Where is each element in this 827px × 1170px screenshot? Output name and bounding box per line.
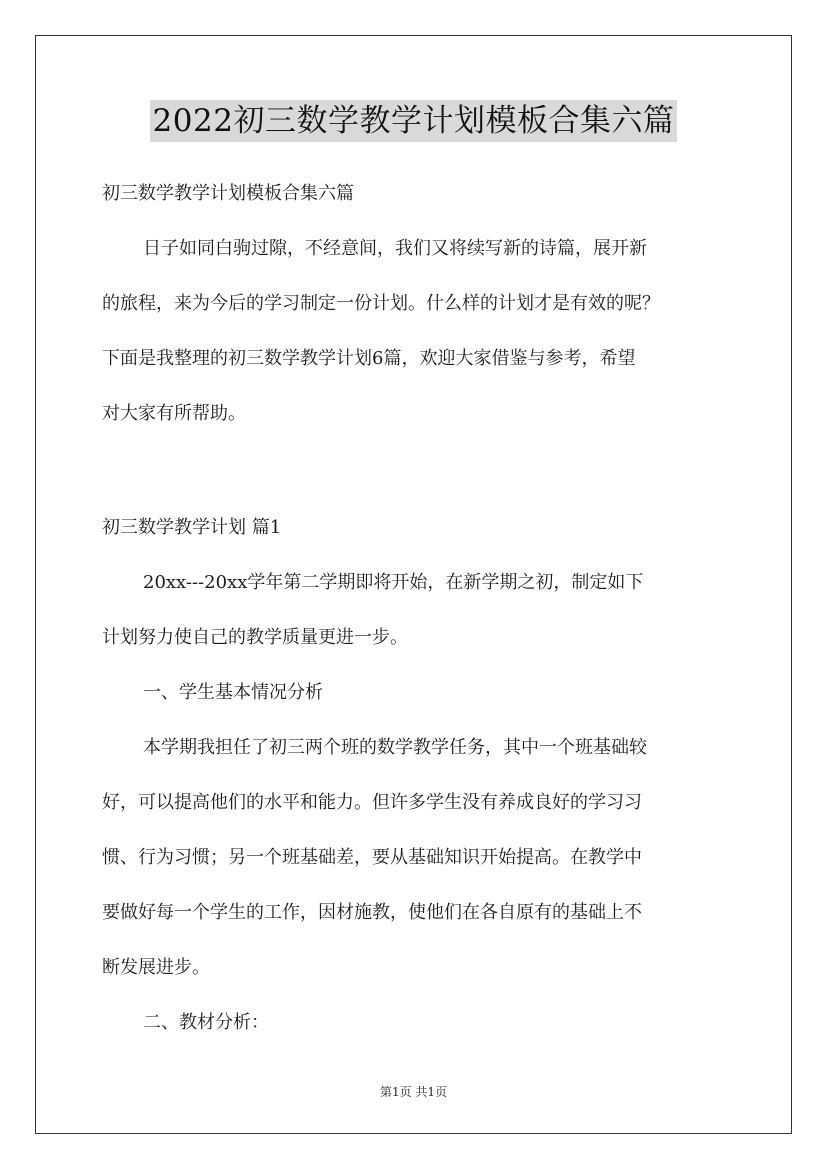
paragraph-line: 下面是我整理的初三数学教学计划6篇，欢迎大家借鉴与参考，希望 [102,348,636,369]
document-body [102,176,730,1041]
paragraph-line: 惯、行为习惯；另一个班基础差，要从基础知识开始提高。在教学中 [102,847,642,868]
section-paragraph [102,565,730,656]
paragraph-line: 本学期我担任了初三两个班的数学教学任务，其中一个班基础较 [143,737,647,758]
paragraph-line: 的旅程，来为今后的学习制定一份计划。什么样的计划才是有效的呢？ [102,293,660,314]
paragraph-line: 计划努力使自己的教学质量更进一步。 [102,627,408,648]
subheading-student-analysis: 一、学生基本情况分析 [143,682,323,703]
paragraph-line: 日子如同白驹过隙，不经意间，我们又将续写新的诗篇，展开新 [143,238,647,259]
section-heading: 初三数学教学计划 篇1 [102,517,282,538]
title-block [0,100,827,142]
document-subtitle: 初三数学教学计划模板合集六篇 [102,183,354,204]
intro-paragraph [102,231,730,432]
analysis-paragraph [102,730,730,986]
page-number: 第1页 共1页 [379,1085,448,1099]
page-footer [0,1083,827,1100]
paragraph-line: 好，可以提高他们的水平和能力。但许多学生没有养成良好的学习习 [102,792,642,813]
paragraph-line: 断发展进步。 [102,957,210,978]
paragraph-line: 要做好每一个学生的工作，因材施教，使他们在各自原有的基础上不 [102,902,642,923]
paragraph-line: 对大家有所帮助。 [102,403,246,424]
subheading-textbook-analysis: 二、教材分析： [143,1012,269,1033]
paragraph-line: 20xx---20xx学年第二学期即将开始，在新学期之初，制定如下 [143,572,644,593]
document-title: 2022初三数学教学计划模板合集六篇 [150,100,678,142]
